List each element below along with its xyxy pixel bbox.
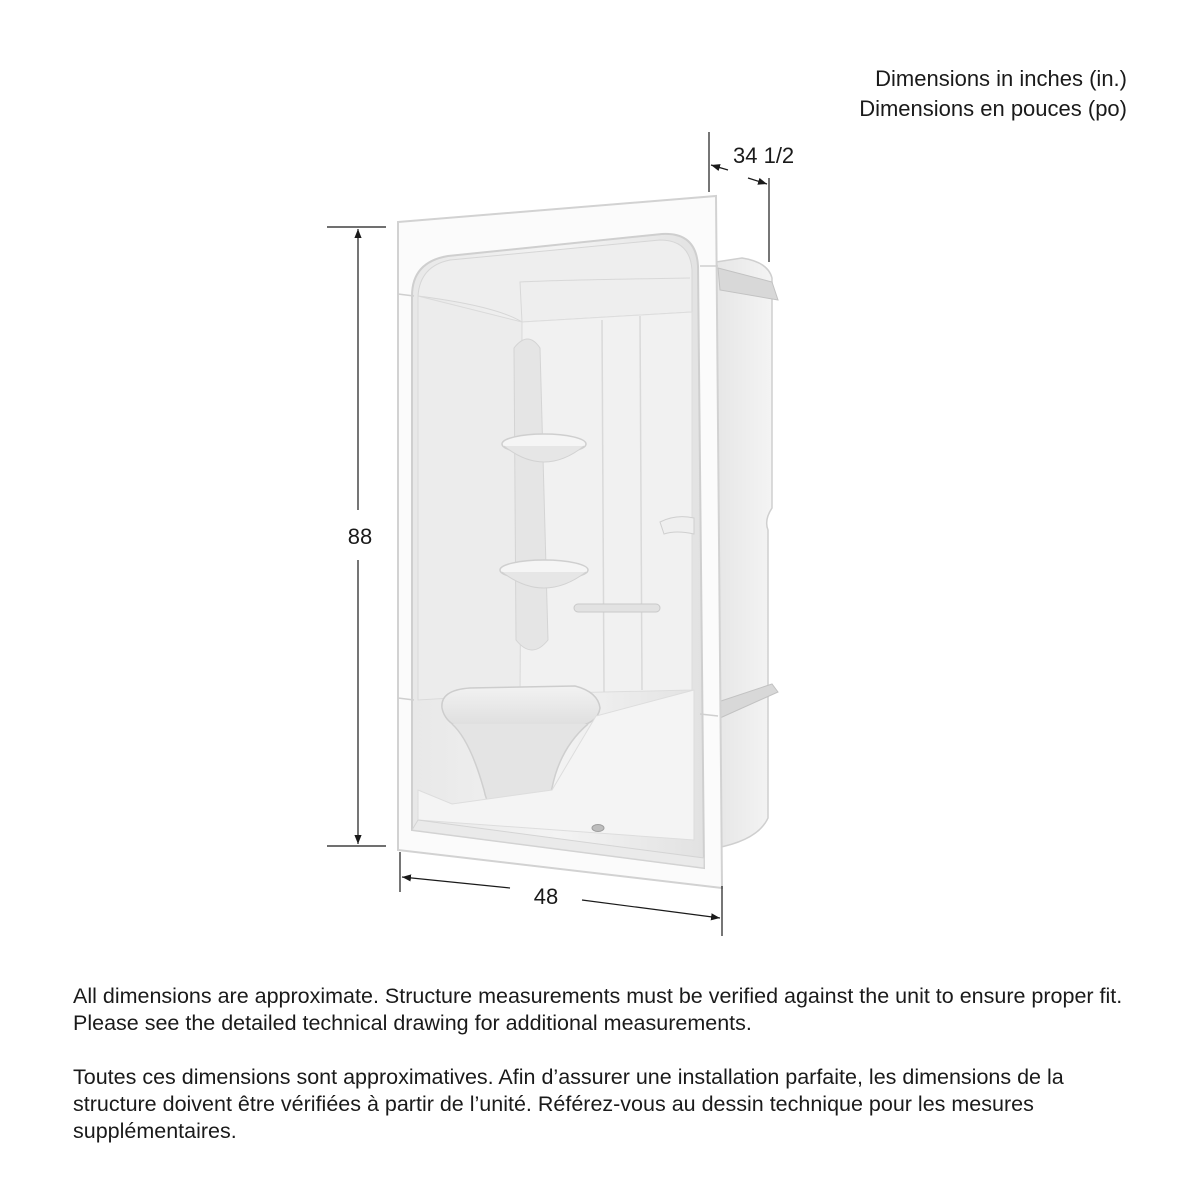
left-wall	[418, 296, 522, 700]
disclaimer-notes	[73, 983, 1133, 1172]
shower-unit	[398, 196, 778, 888]
grab-bar	[574, 604, 660, 612]
units-caption-fr: Dimensions en pouces (po)	[859, 96, 1127, 121]
depth-dimension	[709, 132, 794, 262]
depth-label: 34 1/2	[733, 143, 795, 168]
wall-shelf-right	[660, 517, 694, 534]
height-dimension	[327, 227, 386, 846]
units-caption-en: Dimensions in inches (in.)	[875, 66, 1127, 91]
drain	[592, 825, 604, 832]
disclaimer-en: All dimensions are approximate. Structure measurements must be verified against the unit to ensure proper fit. Please see the detailed technical drawing for additional measurements.	[73, 984, 1123, 1035]
width-arrow-left	[402, 877, 510, 888]
depth-arrow-right	[748, 178, 767, 184]
height-label: 88	[347, 524, 373, 549]
width-arrow-right	[582, 900, 720, 918]
disclaimer-fr: Toutes ces dimensions sont approximatives. Afin d’assurer une installation parfaite, les dimensions de la structure doivent être vérifiées à partir de l’unité. Référez-vous au dessin technique pour les mesures supplémentaires.	[73, 1065, 1064, 1143]
depth-arrow-left	[711, 165, 728, 170]
width-label: 48	[533, 884, 559, 909]
side-panel	[716, 258, 772, 848]
